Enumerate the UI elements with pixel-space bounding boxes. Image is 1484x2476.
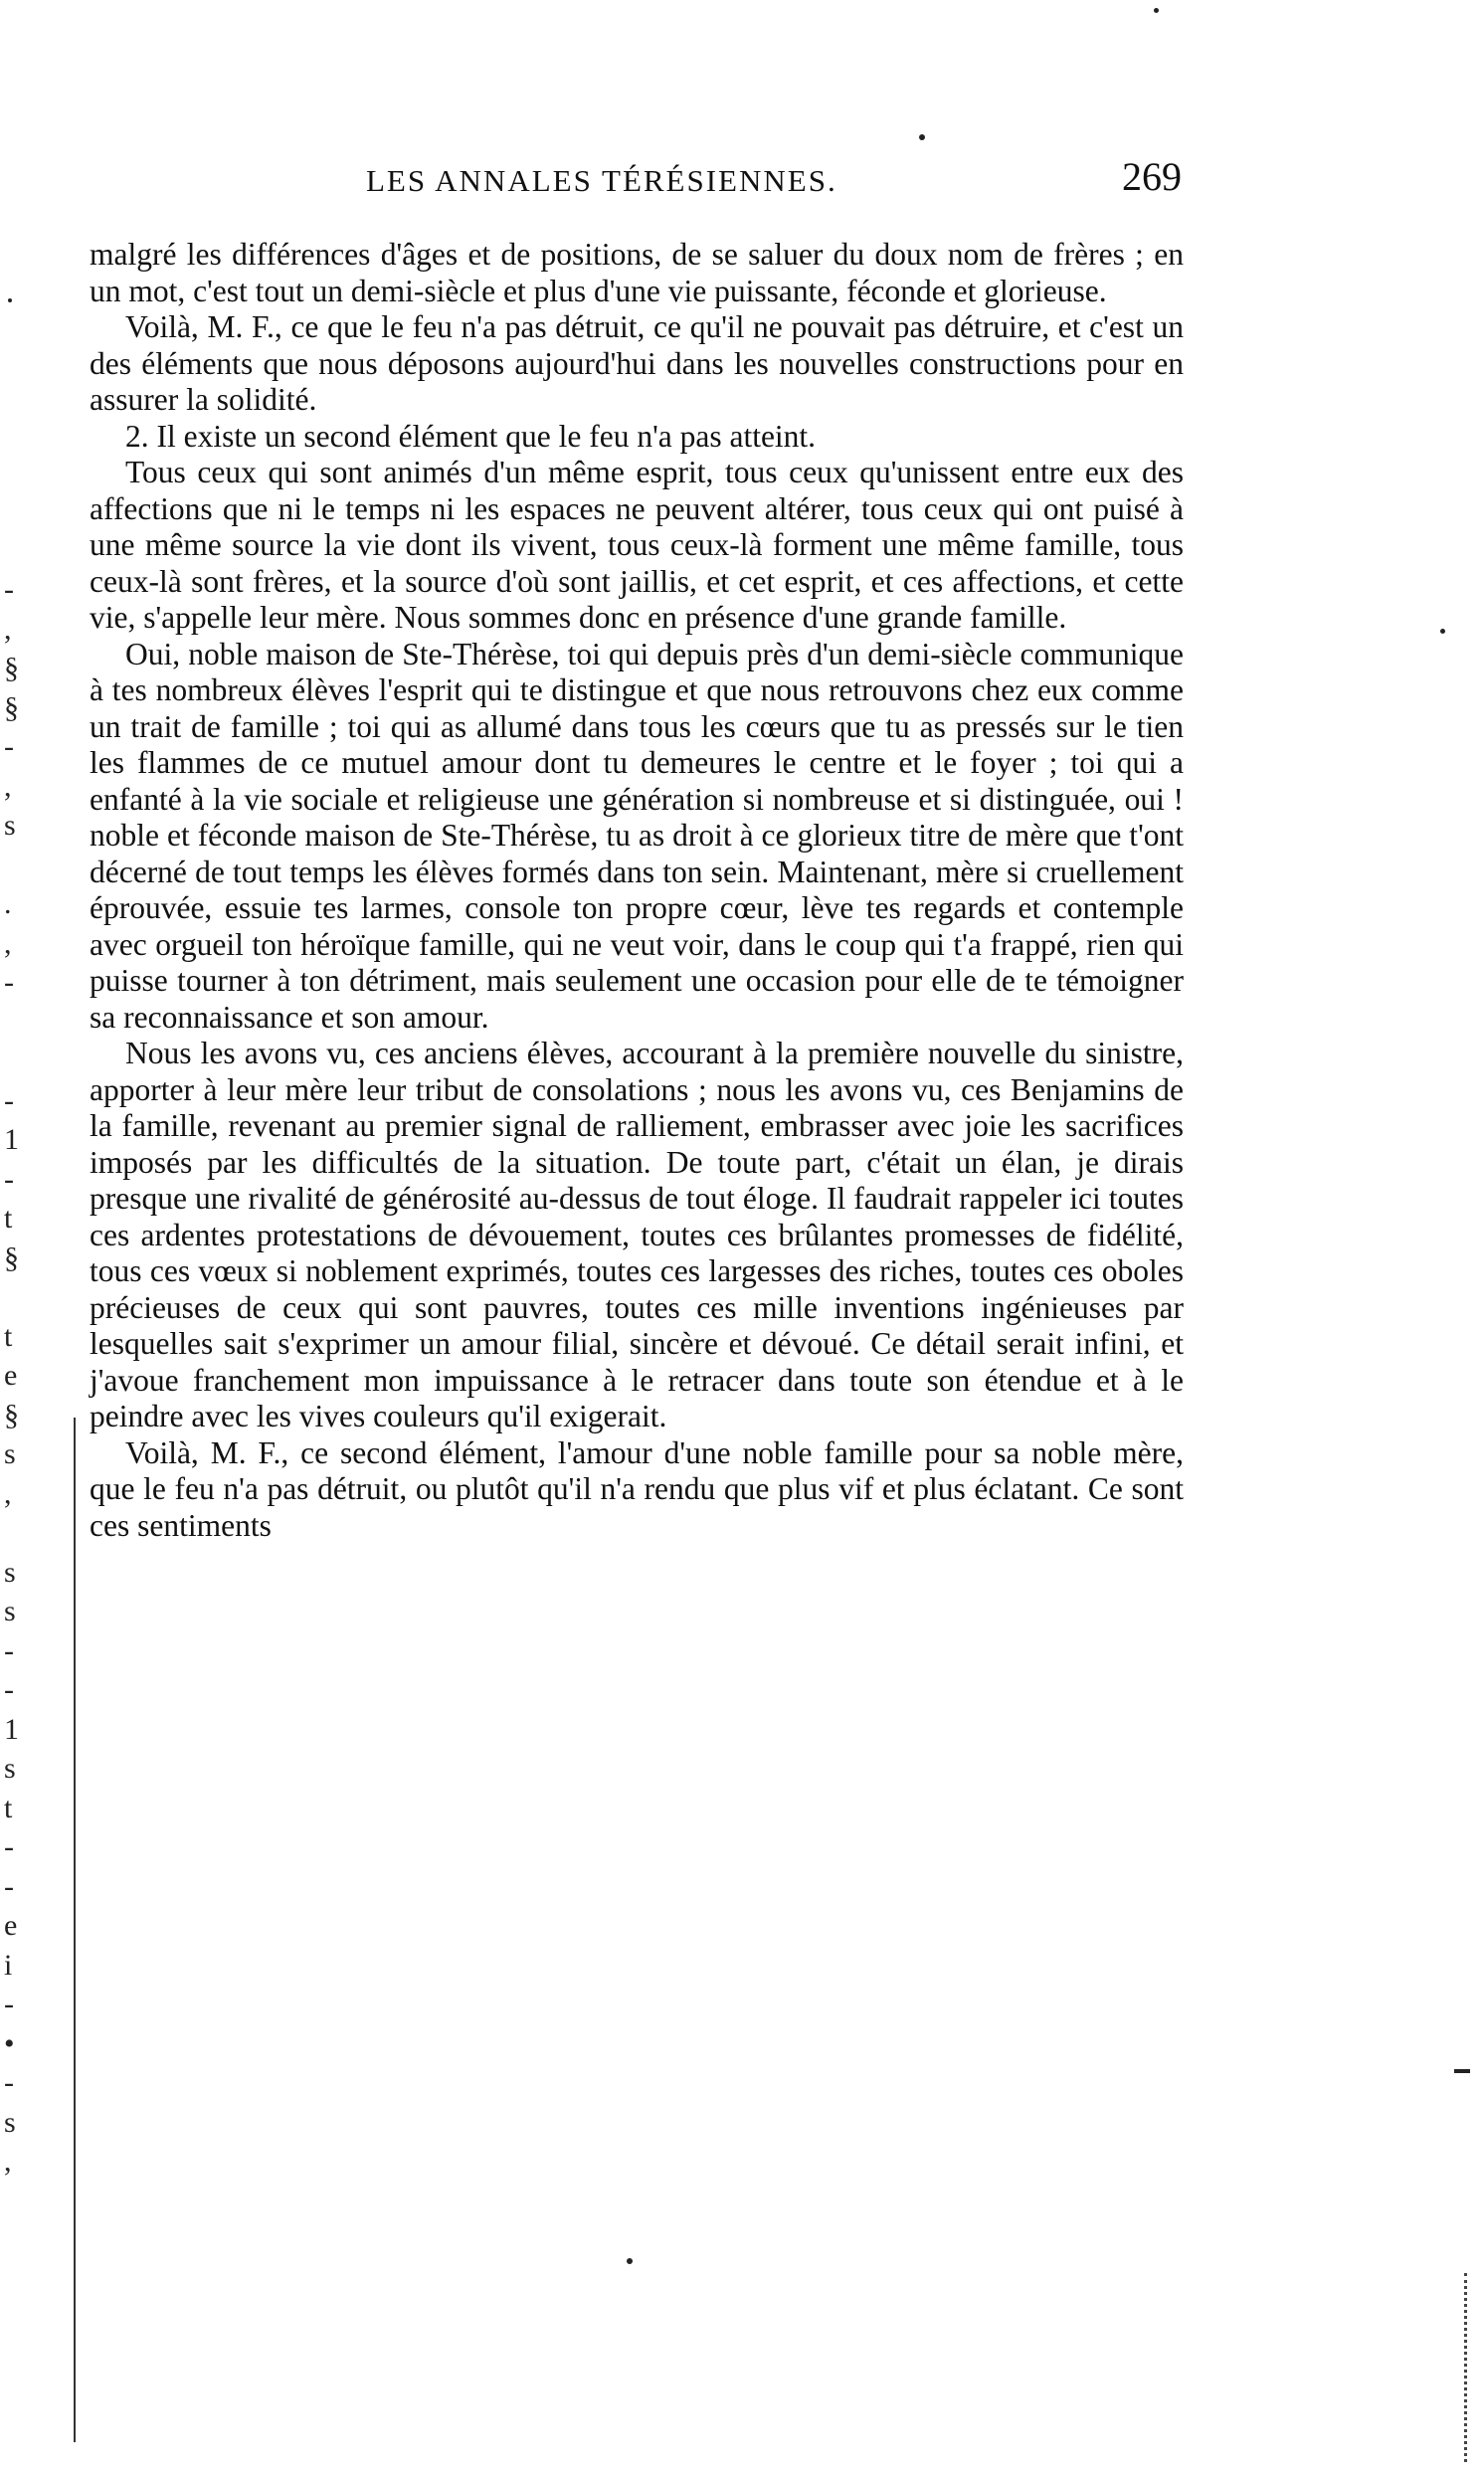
paragraph-6: Nous les avons vu, ces anciens élèves, accourant à la première nouvelle du sinistre, apporter à leur mère leur tribut de consolations ; nous les avons vu, ces Benjamins de la famille, revenant au premier signal de ralliement, embrasser avec joie les sacrifices imposés par les difficultés de la situation. De toute part, c'était un élan, je dirais presque une rivalité de générosité au-dessus de tout éloge. Il faudrait rappeler ici toutes ces ardentes protestations de dévouement, toutes ces brûlantes promesses de fidélité, tous ces vœux si noblement exprimés, toutes ces largesses des riches, toutes ces oboles précieuses de ceux qui sont pauvres, toutes ces mille inventions ingénieuses par lesquelles sait s'exprimer un amour filial, sincère et dévoué. Ce détail serait infini, et j'avoue franchement mon impuissance à le retracer dans toute son étendue et à le peindre avec les vives couleurs qu'il exigerait. [90, 1036, 1184, 1433]
margin-mark [4, 1277, 34, 1317]
margin-mark: s [4, 809, 16, 842]
margin-mark: s [4, 2105, 16, 2139]
paragraph-4: Tous ceux qui sont animés d'un même esprit, tous ceux qu'unissent entre eux des affections que ni le temps ni les espaces ne peuvent altérer, tous ceux qui ont puisé à une même source la vie dont ils vivent, tous ceux-là forment une même famille, tous ceux-là sont frères, et la source d'où sont jaillis, et cet esprit, et ces affections, et cette vie, s'appelle leur mère. Nous sommes donc en présence d'une grande famille. [90, 455, 1184, 635]
margin-mark: - [4, 1830, 14, 1863]
ink-speck [1154, 8, 1159, 13]
margin-mark: e [4, 1909, 18, 1942]
margin-mark: i [4, 1948, 13, 1982]
running-title: LES ANNALES TÉRÉSIENNES. [366, 163, 837, 198]
ink-dash [1454, 2069, 1470, 2073]
margin-mark: § [4, 1240, 19, 1274]
margin-mark: t [4, 1319, 13, 1353]
margin-mark: , [4, 926, 12, 960]
margin-mark [4, 1042, 34, 1081]
margin-mark: § [4, 690, 19, 724]
paragraph-5: Oui, noble maison de Ste-Thérèse, toi qui depuis près d'un demi-siècle communique à tes nombreux élèves l'esprit qui te distingue et que nous retrouvons chez eux comme un trait de famille ; toi qui as allumé dans tous les cœurs que tu as pressés sur le tien les flammes de ce mutuel amour dont tu demeures le centre et le foyer ; toi qui a enfanté à la vie sociale et religieuse une génération si nombreuse et si distinguée, oui ! noble et féconde maison de Ste-Thérèse, tu as droit à ce glorieux titre de mère que t'ont décerné de tout temps les élèves formés dans ton sein. Maintenant, mère si cruellement éprouvée, essuie tes larmes, console ton propre cœur, lève tes regards et contemple avec orgueil ton héroïque famille, qui ne veut voir, dans le coup qui t'a frappé, rien qui puisse tourner à ton détriment, mais seulement une occasion pour elle de te témoigner sa reconnaissance et son amour. [90, 636, 1184, 1035]
margin-mark [4, 1513, 34, 1553]
paragraph-2: Voilà, M. F., ce que le feu n'a pas détruit, ce qu'il ne pouvait pas détruire, et c'est un des éléments que nous déposons aujourd'hui dans les nouvelles constructions pour en assurer la solidité. [90, 309, 1184, 417]
margin-mark: - [4, 966, 14, 999]
margin-mark: - [4, 2066, 14, 2099]
margin-mark: 1 [4, 1123, 19, 1156]
margin-mark: , [4, 1476, 12, 1510]
margin-mark: - [4, 1673, 14, 1706]
gutter-rule [74, 1418, 76, 2442]
running-head [366, 154, 1182, 207]
margin-mark [4, 846, 34, 885]
margin-mark: - [4, 1083, 14, 1117]
margin-mark: t [4, 1791, 13, 1824]
margin-mark: - [4, 1869, 14, 1903]
margin-mark: s [4, 1555, 16, 1589]
ink-speck [8, 298, 12, 302]
margin-mark: s [4, 1437, 16, 1470]
paragraph-3: 2. Il existe un second élément que le feu n'a pas atteint. [125, 418, 817, 454]
margin-mark: § [4, 1398, 19, 1431]
margin-mark: - [4, 1633, 14, 1667]
margin-mark: e [4, 1359, 18, 1392]
margin-mark: 1 [4, 1712, 19, 1746]
page-number: 269 [1122, 154, 1182, 199]
ink-speck [919, 134, 925, 140]
margin-mark: - [4, 730, 14, 763]
margin-mark: - [4, 573, 14, 606]
margin-mark: t [4, 1202, 13, 1235]
page-edge-dots [1464, 2273, 1467, 2462]
margin-mark [4, 1003, 34, 1043]
margin-mark: , [4, 769, 12, 803]
margin-mark: , [4, 2145, 12, 2178]
ink-speck [1440, 629, 1445, 634]
margin-mark: - [4, 1988, 14, 2020]
left-margin-bleed-through [4, 570, 34, 2182]
margin-mark: , [4, 612, 12, 646]
margin-mark: • [4, 2026, 15, 2060]
margin-mark: - [4, 1162, 14, 1196]
margin-mark: § [4, 652, 19, 684]
ink-speck [627, 2258, 633, 2264]
margin-mark: s [4, 1752, 16, 1785]
paragraph-1: malgré les différences d'âges et de positions, de se saluer du doux nom de frères ; en un mot, c'est tout un demi-siècle et plus d'une vie puissante, féconde et glorieuse. [90, 237, 1184, 308]
paragraph-7: Voilà, M. F., ce second élément, l'amour d'une noble famille pour sa noble mère, que le feu n'a pas détruit, ou plutôt qu'il n'a rendu que plus vif et plus éclatant. Ce sont ces sentiments [90, 1434, 1184, 1543]
margin-mark: . [4, 887, 12, 920]
body-text [90, 237, 1184, 1544]
margin-mark: s [4, 1595, 16, 1627]
